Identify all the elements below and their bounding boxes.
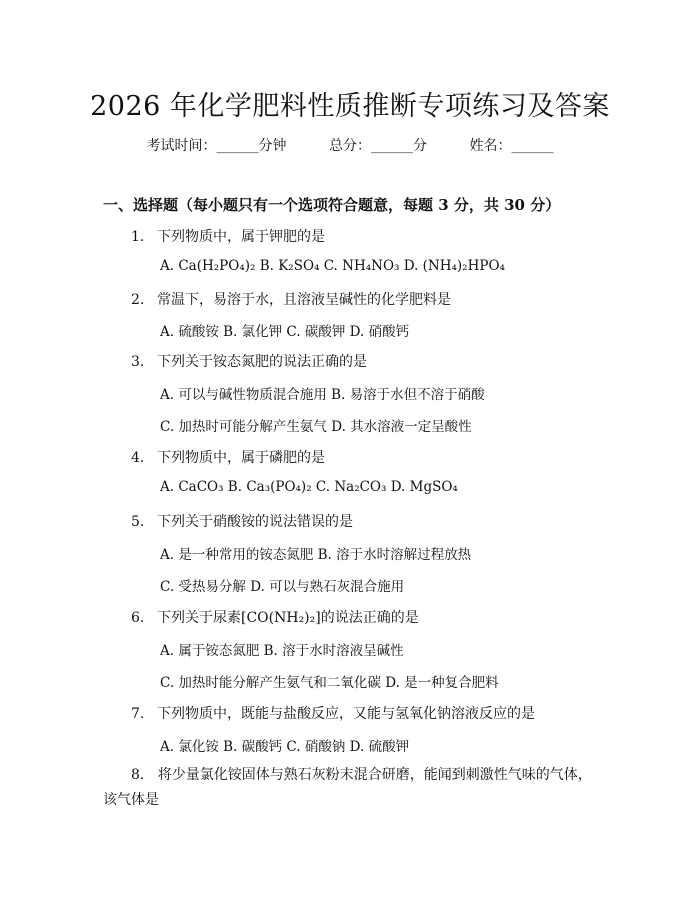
question-number: 8. bbox=[131, 767, 145, 783]
question-text: 下列关于尿素[CO(NH₂)₂]的说法正确的是 bbox=[157, 610, 419, 626]
question-7-options: A. 氯化铵 B. 碳酸钙 C. 硝酸钠 D. 硫酸钾 bbox=[160, 739, 410, 755]
question-3 bbox=[131, 351, 367, 371]
question-number: 5. bbox=[131, 514, 145, 530]
exam-meta bbox=[0, 135, 700, 155]
question-2-options: A. 硫酸铵 B. 氯化钾 C. 碳酸钾 D. 硝酸钙 bbox=[160, 324, 410, 340]
question-8 bbox=[103, 763, 603, 813]
question-2 bbox=[131, 289, 451, 309]
question-number: 6. bbox=[131, 610, 145, 626]
question-6-options-line2: C. 加热时能分解产生氨气和二氧化碳 D. 是一种复合肥料 bbox=[160, 675, 499, 691]
total-score-field: 总分：______分 bbox=[329, 138, 427, 154]
question-1 bbox=[131, 226, 325, 246]
question-number: 2. bbox=[131, 292, 145, 308]
page-title: 2026 年化学肥料性质推断专项练习及答案 bbox=[90, 91, 610, 122]
question-6 bbox=[131, 607, 419, 627]
name-field: 姓名：______ bbox=[469, 138, 554, 154]
question-number: 3. bbox=[131, 354, 145, 370]
question-text: 常温下，易溶于水，且溶液呈碱性的化学肥料是 bbox=[157, 292, 451, 308]
question-4-options: A. CaCO₃ B. Ca₃(PO₄)₂ C. Na₂CO₃ D. MgSO₄ bbox=[160, 479, 458, 495]
question-number: 7. bbox=[131, 706, 145, 722]
question-text: 下列关于铵态氮肥的说法正确的是 bbox=[157, 354, 367, 370]
question-5-options-line2: C. 受热易分解 D. 可以与熟石灰混合施用 bbox=[160, 579, 405, 595]
question-1-options: A. Ca(H₂PO₄)₂ B. K₂SO₄ C. NH₄NO₃ D. (NH₄)₂HPO₄ bbox=[160, 258, 505, 274]
question-number: 4. bbox=[131, 450, 145, 466]
question-4 bbox=[131, 447, 325, 467]
question-text: 将少量氯化铵固体与熟石灰粉末混合研磨，能闻到刺激性气味的气体，该气体是 bbox=[103, 767, 592, 808]
question-text: 下列物质中，既能与盐酸反应，又能与氢氧化钠溶液反应的是 bbox=[157, 706, 535, 722]
question-5 bbox=[131, 511, 353, 531]
question-7 bbox=[131, 703, 535, 723]
section-heading: 一、选择题（每小题只有一个选项符合题意，每题 3 分，共 30 分） bbox=[103, 196, 561, 214]
question-text: 下列物质中，属于磷肥的是 bbox=[157, 450, 325, 466]
question-3-options-line1: A. 可以与碱性物质混合施用 B. 易溶于水但不溶于硝酸 bbox=[160, 387, 485, 403]
question-text: 下列物质中，属于钾肥的是 bbox=[157, 229, 325, 245]
question-text: 下列关于硝酸铵的说法错误的是 bbox=[157, 514, 353, 530]
question-3-options-line2: C. 加热时可能分解产生氨气 D. 其水溶液一定呈酸性 bbox=[160, 419, 472, 435]
question-5-options-line1: A. 是一种常用的铵态氮肥 B. 溶于水时溶解过程放热 bbox=[160, 547, 472, 563]
question-number: 1. bbox=[131, 229, 145, 245]
question-6-options-line1: A. 属于铵态氮肥 B. 溶于水时溶液呈碱性 bbox=[160, 643, 404, 659]
exam-time-field: 考试时间：______分钟 bbox=[146, 138, 287, 154]
